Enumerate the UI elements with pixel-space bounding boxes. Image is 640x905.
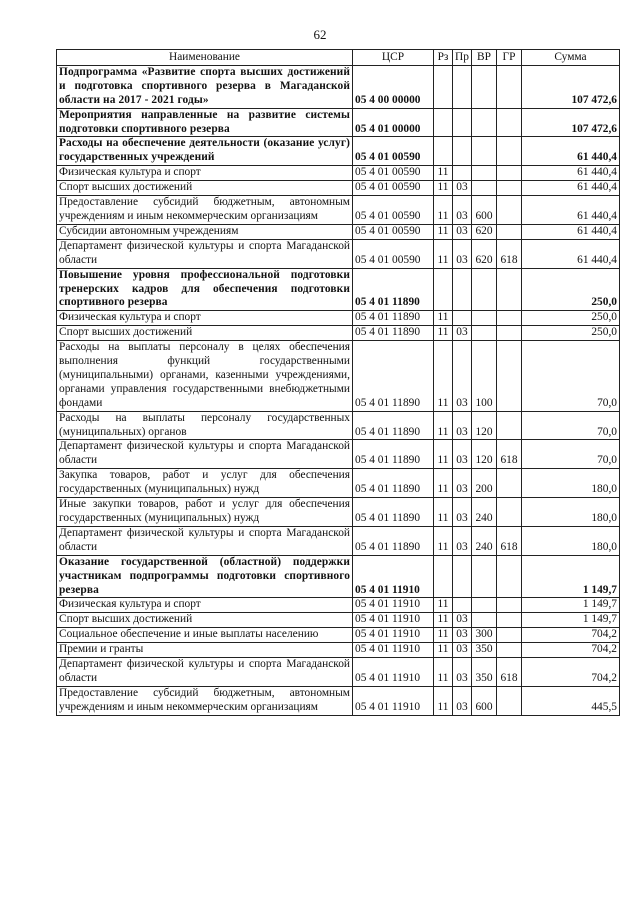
- row-sum-cell: 61 440,4: [522, 166, 620, 181]
- row-name-cell: Закупка товаров, работ и услуг для обеспечения государственных (муниципальных) нужд: [57, 469, 353, 498]
- row-vr-cell: [472, 181, 497, 196]
- row-rz-cell: 11: [434, 411, 453, 440]
- row-pr-cell: 03: [453, 239, 472, 268]
- row-name-cell: Департамент физической культуры и спорта Магаданской области: [57, 239, 353, 268]
- row-gr-cell: [497, 498, 522, 527]
- table-row: [57, 555, 620, 598]
- row-vr-cell: 600: [472, 196, 497, 225]
- table-row: [57, 469, 620, 498]
- row-pr-cell: 03: [453, 341, 472, 412]
- row-sum-cell: 180,0: [522, 526, 620, 555]
- row-vr-cell: 120: [472, 411, 497, 440]
- row-csr-cell: 05 4 01 11910: [353, 686, 434, 715]
- row-vr-cell: [472, 311, 497, 326]
- row-vr-cell: 200: [472, 469, 497, 498]
- row-name-cell: Премии и гранты: [57, 643, 353, 658]
- row-pr-cell: [453, 311, 472, 326]
- row-vr-cell: [472, 108, 497, 137]
- header-name: Наименование: [57, 50, 353, 66]
- row-rz-cell: 11: [434, 181, 453, 196]
- row-sum-cell: 61 440,4: [522, 196, 620, 225]
- row-csr-cell: 05 4 01 11890: [353, 440, 434, 469]
- header-pr: Пр: [453, 50, 472, 66]
- row-sum-cell: 180,0: [522, 469, 620, 498]
- row-csr-cell: 05 4 01 00590: [353, 166, 434, 181]
- row-vr-cell: [472, 166, 497, 181]
- row-gr-cell: [497, 137, 522, 166]
- table-row: [57, 224, 620, 239]
- table-row: [57, 166, 620, 181]
- row-pr-cell: 03: [453, 196, 472, 225]
- row-csr-cell: 05 4 01 11890: [353, 326, 434, 341]
- row-gr-cell: [497, 686, 522, 715]
- row-sum-cell: 107 472,6: [522, 65, 620, 108]
- header-csr: ЦСР: [353, 50, 434, 66]
- row-sum-cell: 70,0: [522, 411, 620, 440]
- row-vr-cell: 240: [472, 526, 497, 555]
- row-gr-cell: 618: [497, 526, 522, 555]
- row-sum-cell: 61 440,4: [522, 181, 620, 196]
- header-vr: ВР: [472, 50, 497, 66]
- row-gr-cell: [497, 411, 522, 440]
- row-pr-cell: [453, 137, 472, 166]
- row-csr-cell: 05 4 01 11910: [353, 643, 434, 658]
- row-sum-cell: 250,0: [522, 268, 620, 311]
- table-header-row: [57, 50, 620, 66]
- row-gr-cell: [497, 65, 522, 108]
- row-sum-cell: 107 472,6: [522, 108, 620, 137]
- table-row: [57, 686, 620, 715]
- row-vr-cell: 300: [472, 628, 497, 643]
- row-gr-cell: [497, 224, 522, 239]
- row-csr-cell: 05 4 00 00000: [353, 65, 434, 108]
- row-rz-cell: 11: [434, 613, 453, 628]
- row-name-cell: Физическая культура и спорт: [57, 598, 353, 613]
- row-name-cell: Субсидии автономным учреждениям: [57, 224, 353, 239]
- row-vr-cell: [472, 137, 497, 166]
- row-sum-cell: 61 440,4: [522, 137, 620, 166]
- header-sum: Сумма: [522, 50, 620, 66]
- row-vr-cell: 350: [472, 643, 497, 658]
- table-row: [57, 440, 620, 469]
- row-pr-cell: 03: [453, 643, 472, 658]
- row-csr-cell: 05 4 01 11890: [353, 411, 434, 440]
- row-rz-cell: 11: [434, 498, 453, 527]
- row-name-cell: Расходы на выплаты персоналу государственных (муниципальных) органов: [57, 411, 353, 440]
- row-gr-cell: [497, 311, 522, 326]
- row-rz-cell: [434, 108, 453, 137]
- row-sum-cell: 704,2: [522, 643, 620, 658]
- row-csr-cell: 05 4 01 00000: [353, 108, 434, 137]
- row-vr-cell: [472, 65, 497, 108]
- table-row: [57, 137, 620, 166]
- row-pr-cell: 03: [453, 411, 472, 440]
- row-gr-cell: [497, 613, 522, 628]
- row-sum-cell: 61 440,4: [522, 224, 620, 239]
- row-csr-cell: 05 4 01 00590: [353, 239, 434, 268]
- row-name-cell: Спорт высших достижений: [57, 326, 353, 341]
- row-csr-cell: 05 4 01 00590: [353, 181, 434, 196]
- row-sum-cell: 250,0: [522, 311, 620, 326]
- row-name-cell: Оказание государственной (областной) поддержки участникам подпрограммы подготовки спортивного резерва: [57, 555, 353, 598]
- row-rz-cell: 11: [434, 686, 453, 715]
- row-name-cell: Расходы на выплаты персоналу в целях обеспечения выполнения функций государственными (муниципальными) органами, казенными учреждениями, органами управления государственными внебюджетными фондами: [57, 341, 353, 412]
- row-vr-cell: 350: [472, 658, 497, 687]
- row-rz-cell: [434, 137, 453, 166]
- row-vr-cell: 100: [472, 341, 497, 412]
- row-sum-cell: 70,0: [522, 341, 620, 412]
- row-pr-cell: [453, 598, 472, 613]
- row-sum-cell: 180,0: [522, 498, 620, 527]
- table-row: [57, 311, 620, 326]
- table-row: [57, 598, 620, 613]
- row-rz-cell: [434, 65, 453, 108]
- row-rz-cell: 11: [434, 224, 453, 239]
- row-vr-cell: 240: [472, 498, 497, 527]
- table-row: [57, 196, 620, 225]
- row-csr-cell: 05 4 01 11910: [353, 628, 434, 643]
- row-csr-cell: 05 4 01 00590: [353, 137, 434, 166]
- row-gr-cell: [497, 181, 522, 196]
- row-pr-cell: 03: [453, 613, 472, 628]
- row-csr-cell: 05 4 01 11890: [353, 341, 434, 412]
- row-pr-cell: [453, 108, 472, 137]
- row-pr-cell: 03: [453, 181, 472, 196]
- row-gr-cell: [497, 469, 522, 498]
- row-vr-cell: [472, 598, 497, 613]
- row-name-cell: Физическая культура и спорт: [57, 311, 353, 326]
- row-pr-cell: 03: [453, 224, 472, 239]
- row-gr-cell: [497, 268, 522, 311]
- row-name-cell: Предоставление субсидий бюджетным, автономным учреждениям и иным некоммерческим организациям: [57, 196, 353, 225]
- row-csr-cell: 05 4 01 11910: [353, 658, 434, 687]
- row-vr-cell: 120: [472, 440, 497, 469]
- row-gr-cell: [497, 166, 522, 181]
- table-row: [57, 628, 620, 643]
- table-row: [57, 498, 620, 527]
- table-row: [57, 239, 620, 268]
- row-rz-cell: 11: [434, 341, 453, 412]
- row-sum-cell: 704,2: [522, 658, 620, 687]
- row-rz-cell: [434, 555, 453, 598]
- row-name-cell: Департамент физической культуры и спорта Магаданской области: [57, 658, 353, 687]
- row-name-cell: Подпрограмма «Развитие спорта высших достижений и подготовка спортивного резерва в Магаданской области на 2017 - 2021 годы»: [57, 65, 353, 108]
- row-name-cell: Расходы на обеспечение деятельности (оказание услуг) государственных учреждений: [57, 137, 353, 166]
- row-name-cell: Предоставление субсидий бюджетным, автономным учреждениям и иным некоммерческим организациям: [57, 686, 353, 715]
- row-name-cell: Повышение уровня профессиональной подготовки тренерских кадров для обеспечения подготовки спортивного резерва: [57, 268, 353, 311]
- row-sum-cell: 704,2: [522, 628, 620, 643]
- row-rz-cell: 11: [434, 526, 453, 555]
- row-gr-cell: [497, 326, 522, 341]
- header-gr: ГР: [497, 50, 522, 66]
- row-pr-cell: [453, 166, 472, 181]
- row-gr-cell: [497, 555, 522, 598]
- table-row: [57, 181, 620, 196]
- table-row: [57, 65, 620, 108]
- row-rz-cell: 11: [434, 239, 453, 268]
- row-vr-cell: 620: [472, 224, 497, 239]
- table-row: [57, 108, 620, 137]
- table-body: [57, 65, 620, 715]
- row-name-cell: Физическая культура и спорт: [57, 166, 353, 181]
- row-rz-cell: 11: [434, 628, 453, 643]
- row-name-cell: Социальное обеспечение и иные выплаты населению: [57, 628, 353, 643]
- row-sum-cell: 445,5: [522, 686, 620, 715]
- row-pr-cell: [453, 65, 472, 108]
- row-vr-cell: 600: [472, 686, 497, 715]
- row-pr-cell: [453, 555, 472, 598]
- row-gr-cell: 618: [497, 658, 522, 687]
- row-csr-cell: 05 4 01 11890: [353, 526, 434, 555]
- row-gr-cell: 618: [497, 239, 522, 268]
- row-csr-cell: 05 4 01 11910: [353, 613, 434, 628]
- row-rz-cell: 11: [434, 326, 453, 341]
- row-gr-cell: [497, 108, 522, 137]
- page-number: 62: [313, 27, 327, 42]
- row-sum-cell: 1 149,7: [522, 598, 620, 613]
- table-row: [57, 341, 620, 412]
- row-rz-cell: 11: [434, 311, 453, 326]
- table-row: [57, 326, 620, 341]
- row-pr-cell: 03: [453, 326, 472, 341]
- row-rz-cell: 11: [434, 166, 453, 181]
- row-csr-cell: 05 4 01 11890: [353, 469, 434, 498]
- row-gr-cell: [497, 643, 522, 658]
- row-rz-cell: 11: [434, 643, 453, 658]
- table-row: [57, 268, 620, 311]
- row-name-cell: Спорт высших достижений: [57, 613, 353, 628]
- row-gr-cell: [497, 598, 522, 613]
- row-name-cell: Департамент физической культуры и спорта Магаданской области: [57, 526, 353, 555]
- row-rz-cell: 11: [434, 598, 453, 613]
- row-name-cell: Мероприятия направленные на развитие системы подготовки спортивного резерва: [57, 108, 353, 137]
- row-pr-cell: 03: [453, 469, 472, 498]
- row-gr-cell: [497, 628, 522, 643]
- table-row: [57, 613, 620, 628]
- row-sum-cell: 70,0: [522, 440, 620, 469]
- table-row: [57, 526, 620, 555]
- row-vr-cell: [472, 555, 497, 598]
- row-rz-cell: 11: [434, 440, 453, 469]
- header-rz: Рз: [434, 50, 453, 66]
- row-pr-cell: [453, 268, 472, 311]
- row-csr-cell: 05 4 01 11890: [353, 311, 434, 326]
- row-pr-cell: 03: [453, 526, 472, 555]
- row-name-cell: Департамент физической культуры и спорта Магаданской области: [57, 440, 353, 469]
- row-vr-cell: [472, 613, 497, 628]
- row-rz-cell: 11: [434, 469, 453, 498]
- row-rz-cell: 11: [434, 196, 453, 225]
- row-csr-cell: 05 4 01 00590: [353, 224, 434, 239]
- row-pr-cell: 03: [453, 686, 472, 715]
- row-vr-cell: [472, 268, 497, 311]
- row-gr-cell: [497, 341, 522, 412]
- row-pr-cell: 03: [453, 658, 472, 687]
- row-csr-cell: 05 4 01 11910: [353, 598, 434, 613]
- budget-table: [56, 49, 620, 716]
- row-gr-cell: [497, 196, 522, 225]
- row-name-cell: Спорт высших достижений: [57, 181, 353, 196]
- row-vr-cell: [472, 326, 497, 341]
- row-rz-cell: 11: [434, 658, 453, 687]
- row-sum-cell: 1 149,7: [522, 555, 620, 598]
- row-pr-cell: 03: [453, 440, 472, 469]
- row-csr-cell: 05 4 01 00590: [353, 196, 434, 225]
- row-sum-cell: 1 149,7: [522, 613, 620, 628]
- row-sum-cell: 61 440,4: [522, 239, 620, 268]
- row-pr-cell: 03: [453, 498, 472, 527]
- row-rz-cell: [434, 268, 453, 311]
- row-csr-cell: 05 4 01 11890: [353, 268, 434, 311]
- row-vr-cell: 620: [472, 239, 497, 268]
- table-row: [57, 658, 620, 687]
- row-name-cell: Иные закупки товаров, работ и услуг для обеспечения государственных (муниципальных) нужд: [57, 498, 353, 527]
- row-csr-cell: 05 4 01 11910: [353, 555, 434, 598]
- row-sum-cell: 250,0: [522, 326, 620, 341]
- row-gr-cell: 618: [497, 440, 522, 469]
- row-csr-cell: 05 4 01 11890: [353, 498, 434, 527]
- row-pr-cell: 03: [453, 628, 472, 643]
- table-row: [57, 411, 620, 440]
- table-row: [57, 643, 620, 658]
